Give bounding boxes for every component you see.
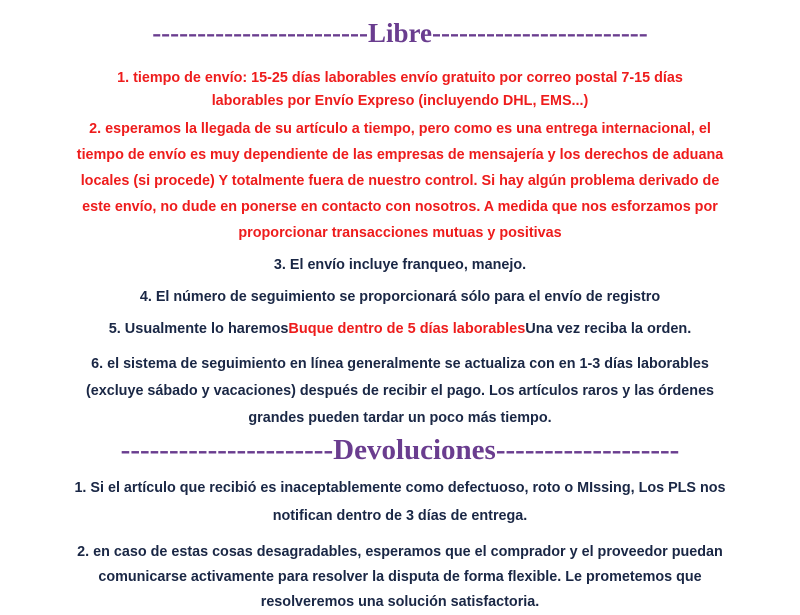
devoluciones-title: Devoluciones xyxy=(333,434,496,466)
libre-dashes-right: ------------------------ xyxy=(432,18,648,48)
libre-title: Libre xyxy=(367,18,432,48)
devoluciones-item-2 xyxy=(0,540,800,615)
libre-heading xyxy=(0,18,800,49)
devoluciones-item-2-line-2: comunicarse activamente para resolver la disputa de forma flexible. Le prometemos que xyxy=(98,569,702,585)
libre-item-1-line-2: laborables por Envío Expreso (incluyendo DHL, EMS...) xyxy=(211,93,589,109)
libre-item-5-highlight: Buque dentro de 5 días laborables xyxy=(288,321,526,337)
libre-item-2-line-2: tiempo de envío es muy dependiente de las empresas de mensajería y los derechos de aduana xyxy=(76,147,724,163)
libre-item-2 xyxy=(0,116,800,246)
libre-item-2-line-4: este envío, no dude en ponerse en contacto con nosotros. A medida que nos esforzamos por xyxy=(82,199,718,215)
libre-item-6-line-1: 6. el sistema de seguimiento en línea generalmente se actualiza con en 1-3 días laborables xyxy=(91,356,709,372)
devoluciones-heading xyxy=(0,434,800,467)
libre-item-6-line-3: grandes pueden tardar un poco más tiempo. xyxy=(248,410,552,426)
devoluciones-item-2-line-1: 2. en caso de estas cosas desagradables, esperamos que el comprador y el proveedor puedan xyxy=(77,544,723,560)
devoluciones-item-1-line-2: notifican dentro de 3 días de entrega. xyxy=(272,508,528,524)
libre-item-2-line-5: proporcionar transacciones mutuas y positivas xyxy=(238,225,562,241)
libre-item-6-line-2: (excluye sábado y vacaciones) después de recibir el pago. Los artículos raros y las órdenes xyxy=(85,383,715,399)
libre-item-5 xyxy=(0,318,800,340)
libre-item-6 xyxy=(0,351,800,432)
devoluciones-item-1 xyxy=(0,474,800,530)
devoluciones-dashes-right: ------------------- xyxy=(495,434,680,466)
libre-item-2-line-1: 2. esperamos la llegada de su artículo a tiempo, pero como es una entrega internacional, el xyxy=(89,121,711,137)
libre-item-3 xyxy=(0,254,800,276)
libre-item-1 xyxy=(0,67,800,113)
libre-item-2-line-3: locales (si procede) Y totalmente fuera de nuestro control. Si hay algún problema derivado de xyxy=(80,173,720,189)
libre-item-4 xyxy=(0,286,800,308)
devoluciones-dashes-left: ---------------------- xyxy=(120,434,334,466)
libre-item-5-prefix: 5. Usualmente lo haremos xyxy=(108,321,289,337)
libre-item-1-line-1: 1. tiempo de envío: 15-25 días laborables envío gratuito por correo postal 7-15 días xyxy=(117,70,683,86)
devoluciones-item-2-line-3: resolveremos una solución satisfactoria. xyxy=(260,594,540,610)
libre-item-3-text: 3. El envío incluye franqueo, manejo. xyxy=(273,257,527,273)
libre-dashes-left: ------------------------ xyxy=(152,18,368,48)
libre-item-4-text: 4. El número de seguimiento se proporcionará sólo para el envío de registro xyxy=(139,289,661,305)
devoluciones-item-1-line-1: 1. Si el artículo que recibió es inaceptablemente como defectuoso, roto o MIssing, Los PLS nos xyxy=(74,480,726,496)
libre-item-5-suffix: Una vez reciba la orden. xyxy=(525,321,692,337)
